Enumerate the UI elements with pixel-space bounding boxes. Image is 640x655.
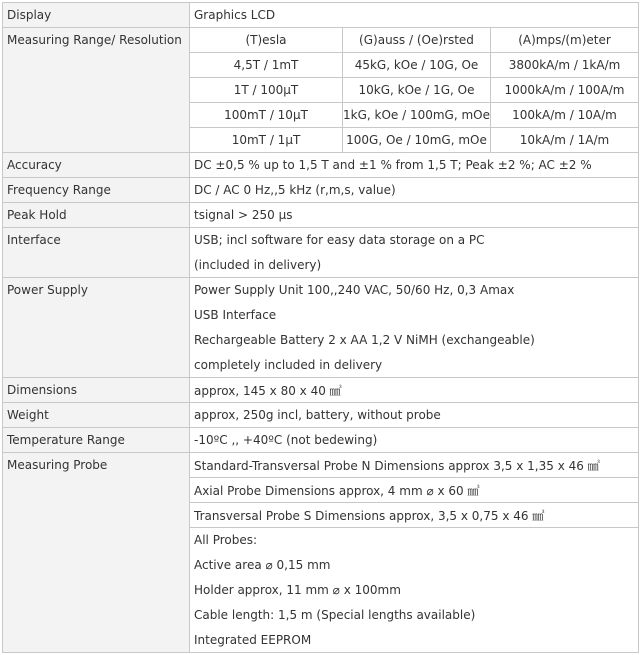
probe-entry: Transversal Probe S Dimensions approx, 3,5 x 0,75 x 46 ㎣ xyxy=(190,503,639,528)
range-cell-amps: 1000kA/m / 100A/m xyxy=(491,78,639,103)
display-value: Graphics LCD xyxy=(190,3,639,28)
interface-row xyxy=(3,228,639,253)
peak-hold-row xyxy=(3,203,639,228)
range-header-tesla: (T)esla xyxy=(190,28,343,53)
frequency-range-value: DC / AC 0 Hz,,5 kHz (r,m,s, value) xyxy=(190,178,639,203)
power-supply-label: Power Supply xyxy=(3,278,190,378)
peak-hold-label: Peak Hold xyxy=(3,203,190,228)
weight-label: Weight xyxy=(3,403,190,428)
all-probes-line: Active area ⌀ 0,15 mm xyxy=(190,553,639,578)
interface-label: Interface xyxy=(3,228,190,278)
power-supply-line: Power Supply Unit 100,,240 VAC, 50/60 Hz, 0,3 Amax xyxy=(190,278,639,303)
range-cell-gauss: 10kG, kOe / 1G, Oe xyxy=(343,78,491,103)
all-probes-line: Integrated EEPROM xyxy=(190,628,639,653)
range-cell-gauss: 1kG, kOe / 100mG, mOe xyxy=(343,103,491,128)
weight-row xyxy=(3,403,639,428)
range-cell-gauss: 100G, Oe / 10mG, mOe xyxy=(343,128,491,153)
range-cell-tesla: 4,5T / 1mT xyxy=(190,53,343,78)
power-supply-line: USB Interface xyxy=(190,303,639,328)
temperature-range-row xyxy=(3,428,639,453)
range-cell-amps: 100kA/m / 10A/m xyxy=(491,103,639,128)
range-cell-tesla: 10mT / 1µT xyxy=(190,128,343,153)
dimensions-label: Dimensions xyxy=(3,378,190,403)
measuring-probe-label: Measuring Probe xyxy=(3,453,190,653)
display-row xyxy=(3,3,639,28)
temperature-range-label: Temperature Range xyxy=(3,428,190,453)
range-cell-amps: 3800kA/m / 1kA/m xyxy=(491,53,639,78)
all-probes-line: Cable length: 1,5 m (Special lengths available) xyxy=(190,603,639,628)
range-cell-tesla: 1T / 100µT xyxy=(190,78,343,103)
dimensions-row xyxy=(3,378,639,403)
accuracy-value: DC ±0,5 % up to 1,5 T and ±1 % from 1,5 T; Peak ±2 %; AC ±2 % xyxy=(190,153,639,178)
power-supply-row xyxy=(3,278,639,303)
power-supply-line: Rechargeable Battery 2 x AA 1,2 V NiMH (exchangeable) xyxy=(190,328,639,353)
frequency-range-label: Frequency Range xyxy=(3,178,190,203)
display-label: Display xyxy=(3,3,190,28)
temperature-range-value: -10ºC ,, +40ºC (not bedewing) xyxy=(190,428,639,453)
specifications-table xyxy=(2,2,639,653)
range-cell-tesla: 100mT / 10µT xyxy=(190,103,343,128)
frequency-range-row xyxy=(3,178,639,203)
interface-line: USB; incl software for easy data storage on a PC xyxy=(190,228,639,253)
probe-entry: Standard-Transversal Probe N Dimensions approx 3,5 x 1,35 x 46 ㎣ xyxy=(190,453,639,478)
range-header-row xyxy=(3,28,639,53)
probe-entry: Axial Probe Dimensions approx, 4 mm ⌀ x 60 ㎣ xyxy=(190,478,639,503)
range-header-amps: (A)mps/(m)eter xyxy=(491,28,639,53)
all-probes-line: Holder approx, 11 mm ⌀ x 100mm xyxy=(190,578,639,603)
range-cell-gauss: 45kG, kOe / 10G, Oe xyxy=(343,53,491,78)
peak-hold-value: tsignal > 250 µs xyxy=(190,203,639,228)
measuring-probe-row xyxy=(3,453,639,478)
range-cell-amps: 10kA/m / 1A/m xyxy=(491,128,639,153)
interface-line: (included in delivery) xyxy=(190,253,639,278)
measuring-range-label: Measuring Range/ Resolution xyxy=(3,28,190,153)
dimensions-value: approx, 145 x 80 x 40 ㎣ xyxy=(190,378,639,403)
weight-value: approx, 250g incl, battery, without probe xyxy=(190,403,639,428)
all-probes-line: All Probes: xyxy=(190,528,639,553)
accuracy-row xyxy=(3,153,639,178)
power-supply-line: completely included in delivery xyxy=(190,353,639,378)
range-header-gauss: (G)auss / (Oe)rsted xyxy=(343,28,491,53)
accuracy-label: Accuracy xyxy=(3,153,190,178)
